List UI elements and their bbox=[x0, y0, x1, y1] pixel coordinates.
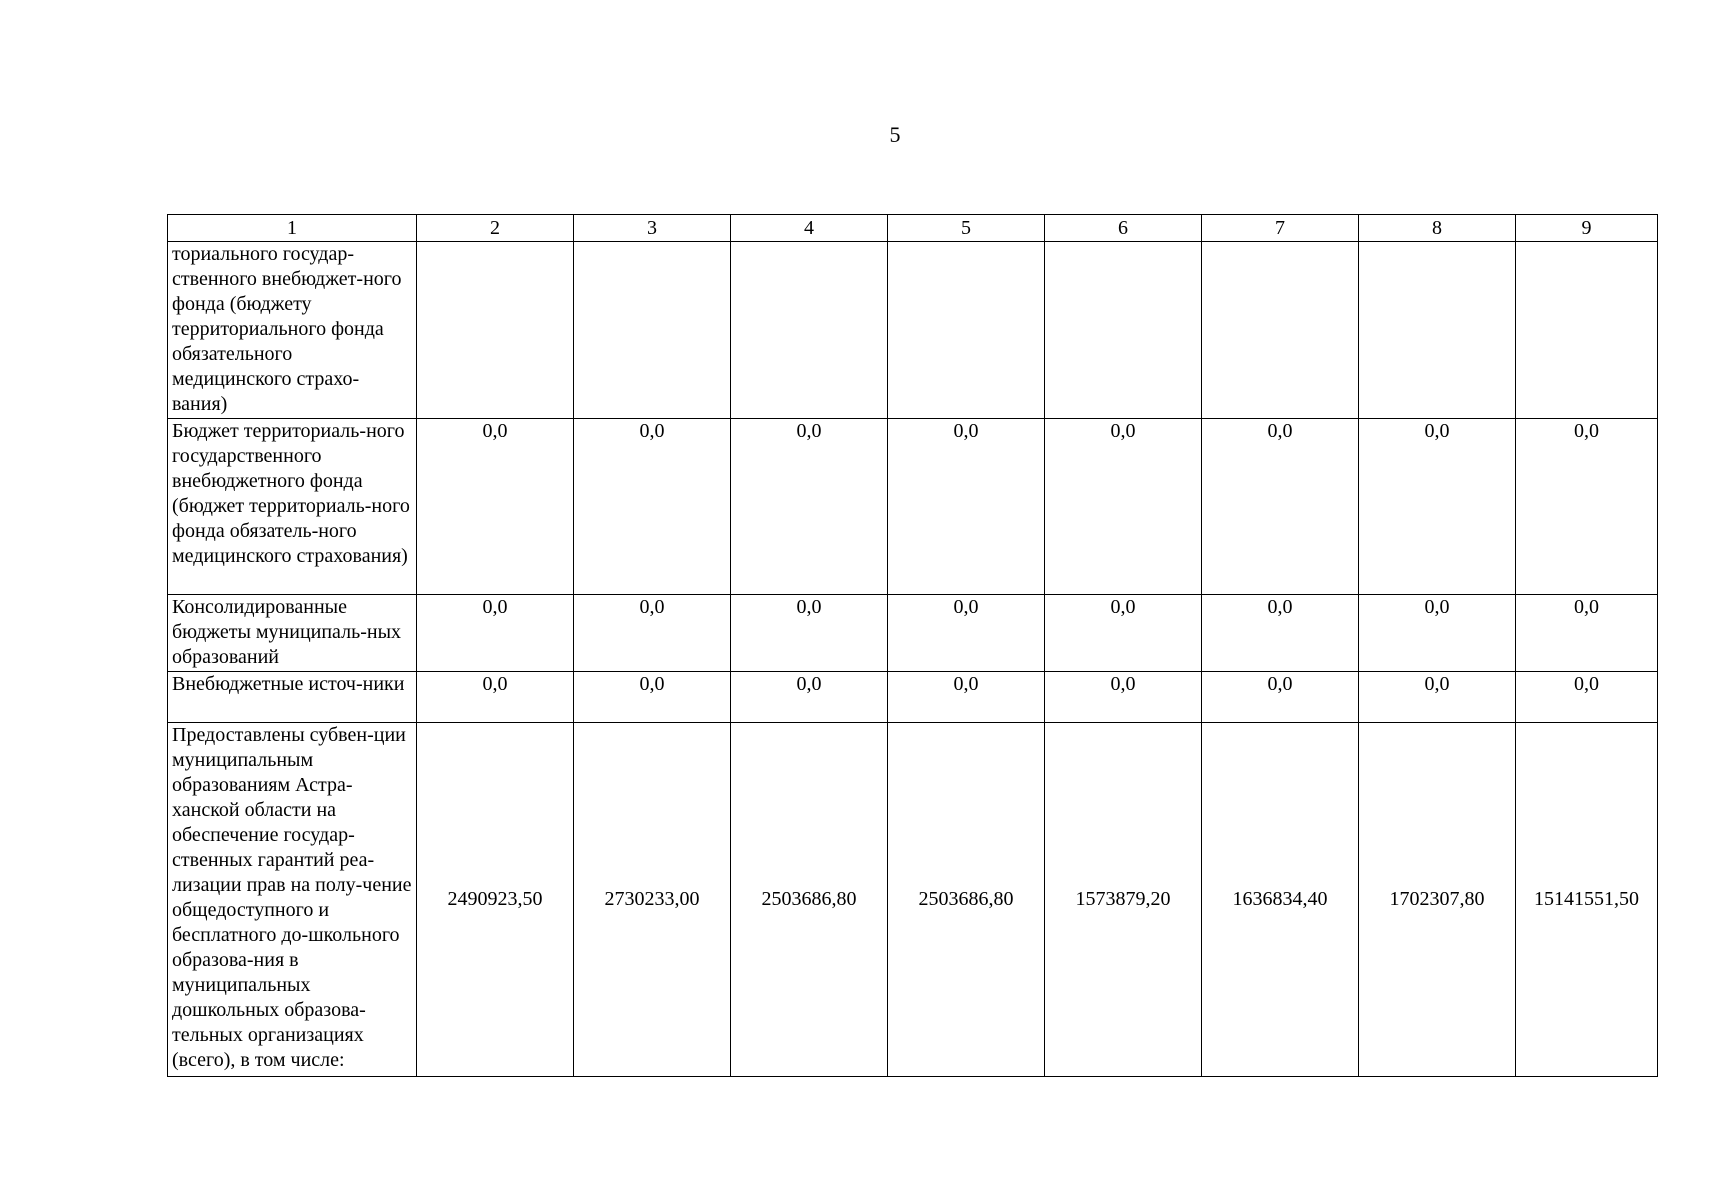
table-cell bbox=[731, 242, 888, 419]
table-cell: 0,0 bbox=[888, 672, 1045, 723]
budget-table bbox=[167, 214, 1658, 1077]
table-row bbox=[168, 242, 1658, 419]
table-cell bbox=[574, 242, 731, 419]
table-cell: 0,0 bbox=[1202, 672, 1359, 723]
table-cell: 0,0 bbox=[888, 419, 1045, 595]
column-header: 9 bbox=[1516, 215, 1658, 242]
table-cell: 0,0 bbox=[731, 672, 888, 723]
table-row bbox=[168, 595, 1658, 672]
row-label: Предоставлены субвен-ции муниципальным образованиям Астра-ханской области на обеспечение государ-ственных гарантий реа-лизации прав на полу-чение общедоступного и бесплатного до-школьного образова-ния в муниципальных дошкольных образова-тельных организациях (всего), в том числе: bbox=[168, 723, 417, 1077]
table-cell: 2730233,00 bbox=[574, 723, 731, 1077]
table-cell bbox=[1516, 242, 1658, 419]
table-row bbox=[168, 723, 1658, 1077]
column-header: 2 bbox=[417, 215, 574, 242]
table-cell: 0,0 bbox=[417, 419, 574, 595]
table-cell: 0,0 bbox=[1202, 595, 1359, 672]
row-label: Бюджет территориаль-ного государственного внебюджетного фонда (бюджет территориаль-ного фонда обязатель-ного медицинского страхования) bbox=[168, 419, 417, 595]
table-cell: 0,0 bbox=[417, 672, 574, 723]
table-cell: 2503686,80 bbox=[888, 723, 1045, 1077]
header-row bbox=[168, 215, 1658, 242]
table-cell bbox=[417, 242, 574, 419]
table-cell: 0,0 bbox=[1202, 419, 1359, 595]
table-cell: 0,0 bbox=[1359, 595, 1516, 672]
column-header: 6 bbox=[1045, 215, 1202, 242]
table-cell bbox=[1202, 242, 1359, 419]
column-header: 5 bbox=[888, 215, 1045, 242]
table-cell bbox=[1359, 242, 1516, 419]
table-cell: 0,0 bbox=[1045, 595, 1202, 672]
column-header: 3 bbox=[574, 215, 731, 242]
table-cell: 1573879,20 bbox=[1045, 723, 1202, 1077]
row-label: Консолидированные бюджеты муниципаль-ных образований bbox=[168, 595, 417, 672]
table-cell: 0,0 bbox=[1516, 672, 1658, 723]
table-cell: 0,0 bbox=[1516, 419, 1658, 595]
table-cell: 2503686,80 bbox=[731, 723, 888, 1077]
table-cell: 0,0 bbox=[888, 595, 1045, 672]
row-label: ториального государ-ственного внебюджет-ного фонда (бюджету территориального фонда обязательного медицинского страхо-вания) bbox=[168, 242, 417, 419]
table-cell: 0,0 bbox=[1359, 672, 1516, 723]
column-header: 7 bbox=[1202, 215, 1359, 242]
table-cell: 0,0 bbox=[574, 419, 731, 595]
table-cell: 0,0 bbox=[417, 595, 574, 672]
table-cell: 1636834,40 bbox=[1202, 723, 1359, 1077]
table-cell: 0,0 bbox=[1045, 672, 1202, 723]
table-cell: 15141551,50 bbox=[1516, 723, 1658, 1077]
table-cell: 1702307,80 bbox=[1359, 723, 1516, 1077]
row-label: Внебюджетные источ-ники bbox=[168, 672, 417, 723]
table-cell bbox=[1045, 242, 1202, 419]
table-cell: 0,0 bbox=[731, 595, 888, 672]
column-header: 4 bbox=[731, 215, 888, 242]
column-header: 1 bbox=[168, 215, 417, 242]
table-cell: 0,0 bbox=[1516, 595, 1658, 672]
table-row bbox=[168, 419, 1658, 595]
table-cell: 0,0 bbox=[731, 419, 888, 595]
table-cell: 0,0 bbox=[574, 672, 731, 723]
table-cell: 0,0 bbox=[1359, 419, 1516, 595]
table-cell: 2490923,50 bbox=[417, 723, 574, 1077]
table-cell bbox=[888, 242, 1045, 419]
page-number: 5 bbox=[889, 122, 901, 147]
table-cell: 0,0 bbox=[1045, 419, 1202, 595]
table-row bbox=[168, 672, 1658, 723]
column-header: 8 bbox=[1359, 215, 1516, 242]
table-cell: 0,0 bbox=[574, 595, 731, 672]
